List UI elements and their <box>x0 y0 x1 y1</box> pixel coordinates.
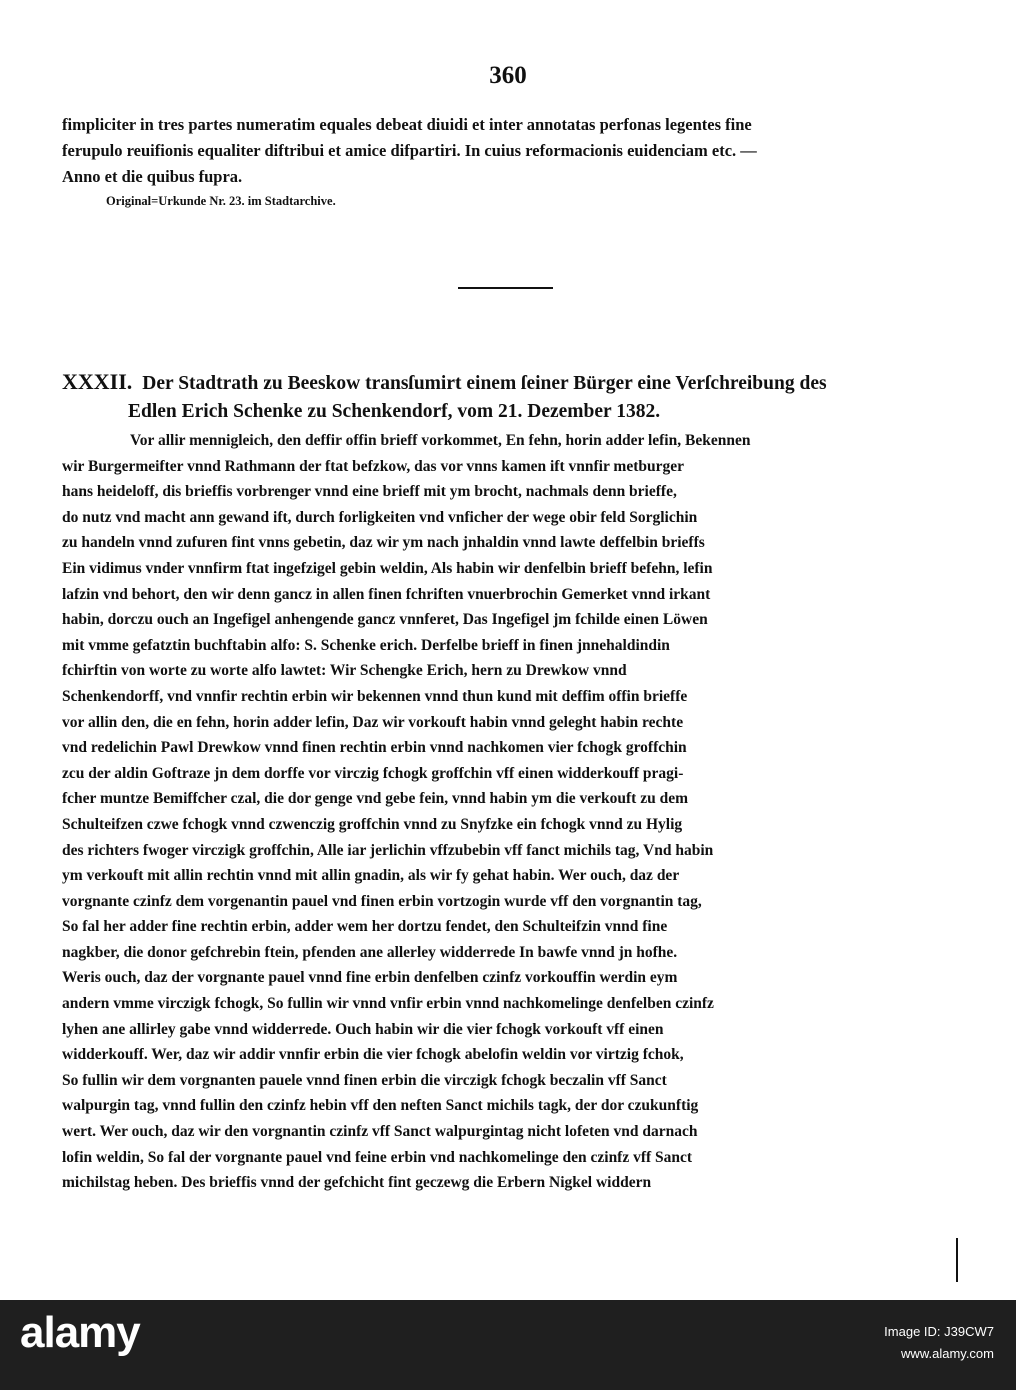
text-line: Weris ouch, daz der vorgnante pauel vnnd fine erbin denfelben czinfz vorkouffin werdin eym <box>62 969 678 987</box>
image-id-label: Image ID: J39CW7 <box>884 1324 994 1339</box>
text-line: Schenkendorff, vnd vnnfir rechtin erbin wir bekennen vnnd thun kund mit deffim offin brieffe <box>62 687 688 705</box>
text-line: Anno et die quibus fupra. <box>62 167 243 186</box>
text-line: mit vmme gefatztin buchftabin alfo: S. Schenke erich. Derfelbe brieff in finen jnnehaldindin <box>62 636 670 654</box>
text-line: ym verkouft mit allin rechtin vnnd mit allin gnadin, als wir fy gehat habin. Wer ouch, daz der <box>62 867 680 885</box>
page-number: 360 <box>489 62 527 89</box>
text-line: fimpliciter in tres partes numeratim equales debeat diuidi et inter annotatas perfonas legentes fine <box>62 115 752 134</box>
text-line: michilstag heben. Des brieffis vnnd der gefchicht fint geczewg die Erbern Nigkel widdern <box>62 1174 652 1192</box>
text-line: des richters fwoger virczigk groffchin, Alle iar jerlichin vffzubebin vff fanct michils tag, Vnd habin <box>62 841 714 859</box>
text-line: vor allin den, die en fehn, horin adder lefin, Daz wir vorkouft habin vnnd geleght habin rechte <box>62 713 684 731</box>
section-divider <box>458 287 553 289</box>
text-line: andern vmme virczigk fchogk, So fullin wir vnnd vnfir erbin vnnd nachkomelinge denfelben czinfz <box>62 995 714 1013</box>
text-line: vorgnante czinfz dem vorgenantin pauel vnd finen erbin vortzogin wurde vff den vorgnantin tag, <box>62 892 702 910</box>
text-line: So fal her adder fine rechtin erbin, adder wem her dortzu fendet, den Schulteifzin vnnd fine <box>62 918 668 936</box>
alamy-logo: alamy <box>20 1308 140 1357</box>
text-line: ferupulo reuifionis equaliter diftribui et amice difpartiri. In cuius reformacionis euidenciam etc. — <box>62 141 757 160</box>
text-line: So fullin wir dem vorgnanten pauele vnnd finen erbin die virczigk fchogk beczalin vff Sanct <box>62 1071 667 1089</box>
text-line: habin, dorczu ouch an Ingefigel anhengende gancz vnnferet, Das Ingefigel jm fchilde einen Löwen <box>62 611 708 629</box>
document-body <box>62 428 962 1196</box>
text-line: zu handeln vnnd zufuren fint vnns gebetin, daz wir ym nach jnhaldin vnnd lawte deffelbin brieffs <box>62 534 705 552</box>
text-line: widderkouff. Wer, daz wir addir vnnfir erbin die vier fchogk abelofin weldin vor virtzig fchok, <box>62 1046 684 1064</box>
text-line: vnd redelichin Pawl Drewkow vnnd finen rechtin erbin vnnd nachkomen vier fchogk groffchin <box>62 739 687 757</box>
text-line: lafzin vnd behort, den wir denn gancz in allen finen fchriften vnuerbrochin Gemerket vnnd irkant <box>62 585 711 603</box>
text-line: fcher muntze Bemiffcher czal, die dor genge vnd gebe fein, vnnd habin ym die verkouft zu dem <box>62 790 688 808</box>
heading-line-1 <box>62 367 972 397</box>
text-line: walpurgin tag, vnnd fullin den czinfz hebin vff den neften Sanct michils tagk, der dor czukunftig <box>62 1097 699 1115</box>
watermark-footer <box>0 1300 1016 1390</box>
text-line: wert. Wer ouch, daz wir den vorgnantin czinfz vff Sanct walpurgintag nicht lofeten vnd darnach <box>62 1123 698 1141</box>
document-heading <box>62 367 972 427</box>
text-line: lofin weldin, So fal der vorgnante pauel vnd feine erbin vnd nachkomelinge den czinfz vff Sanct <box>62 1148 693 1166</box>
site-url: www.alamy.com <box>901 1346 994 1361</box>
heading-numeral: XXXII. <box>62 369 133 394</box>
heading-title: Der Stadtrath zu Beeskow transſumirt einem ſeiner Bürger eine Verſchreibung des <box>142 373 827 394</box>
text-line: Vor allir mennigleich, den deffir offin brieff vorkommet, En fehn, horin adder lefin, Bekennen <box>130 432 751 449</box>
text-line: wir Burgermeifter vnnd Rathmann der ftat befzkow, das vor vnns kamen ift vnnfir metburger <box>62 457 684 475</box>
text-line: do nutz vnd macht ann gewand ift, durch forligkeiten vnd vnficher der wege obir feld Sorglichin <box>62 508 698 526</box>
heading-line-2: Edlen Erich Schenke zu Schenkendorf, vom 21. Dezember 1382. <box>128 401 661 422</box>
text-line: Ein vidimus vnder vnnfirm ftat ingefzigel gebin weldin, Als habin wir denfelbin brieff befehn, lefin <box>62 559 713 577</box>
intro-paragraph <box>62 112 962 190</box>
text-line: zcu der aldin Goftraze jn dem dorffe vor virczig fchogk groffchin vff einen widderkouff pragi- <box>62 764 684 782</box>
text-line: Schulteifzen czwe fchogk vnnd czwenczig groffchin vnnd zu Snyfzke ein fchogk vnnd zu Hylig <box>62 815 683 833</box>
text-line: lyhen ane allirley gabe vnnd widderrede. Ouch habin wir die vier fchogk vorkouft vff einen <box>62 1020 664 1038</box>
text-line: fchirftin von worte zu worte alfo lawtet: Wir Schengke Erich, hern zu Drewkow vnnd <box>62 662 627 680</box>
margin-mark <box>956 1238 958 1282</box>
source-note: Original=Urkunde Nr. 23. im Stadtarchive. <box>106 194 336 208</box>
text-line: hans heideloff, dis brieffis vorbrenger vnnd eine brieff mit ym brocht, nachmals denn brieffe, <box>62 483 677 501</box>
text-line: nagkber, die donor gefchrebin ftein, pfenden ane allerley widderrede In bawfe vnnd jn hofhe. <box>62 943 678 961</box>
